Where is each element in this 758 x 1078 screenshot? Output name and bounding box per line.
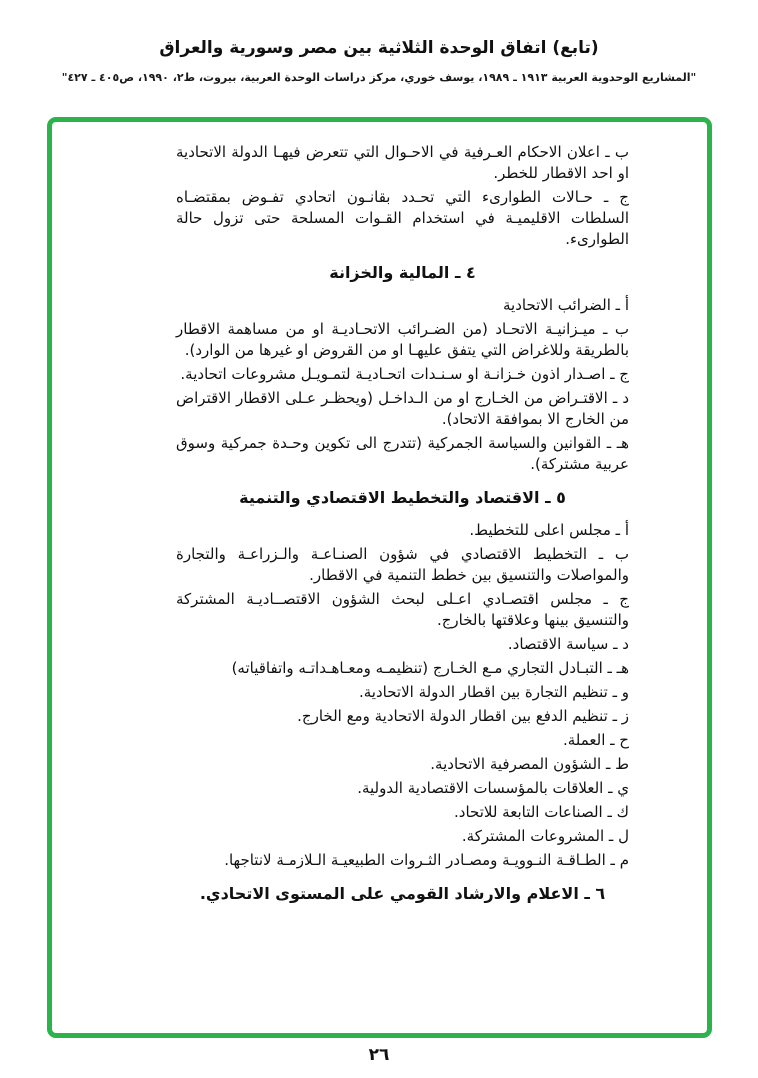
clause-paragraph: ب ـ اعلان الاحكام العـرفية في الاحـوال التي تتعرض فيهـا الدولة الاتحادية او احد الاقطار للخطر. xyxy=(176,143,629,182)
section-heading: ٥ ـ الاقتصاد والتخطيط الاقتصادي والتنمية xyxy=(239,488,566,507)
clause-paragraph: ل ـ المشروعات المشتركة. xyxy=(461,827,629,845)
clause-paragraph: ب ـ ميـزانيـة الاتحـاد (من الضـرائب الاتحـاديـة او من مساهمة الاقطار بالطريقة وللاغراض التي يتفق عليهـا او من القروض او غيرها من الوارد). xyxy=(176,320,629,359)
document-citation: "المشاريع الوحدوية العربية ١٩١٣ ـ ١٩٨٩، يوسف خوري، مركز دراسات الوحدة العربية، بيروت، ط٢، ١٩٩٠، ص٤٠٥ ـ ٤٢٧" xyxy=(61,71,697,84)
clause-paragraph: ب ـ التخطيط الاقتصادي في شؤون الصنـاعـة والـزراعـة والتجارة والمواصلات والتنسيق بين خطط التنمية في الاقطار. xyxy=(176,545,629,584)
clause-paragraph: ج ـ مجلس اقتصـادي اعـلى لبحث الشؤون الاقتصــاديـة المشتركة والتنسيق بينها وعلاقتها بالخارج. xyxy=(176,590,629,629)
clause-paragraph: هـ ـ القوانين والسياسة الجمركية (تتدرج الى تكوين وحـدة جمركية وسوق عربية مشتركة). xyxy=(176,434,629,473)
clause-paragraph: هـ ـ التبـادل التجاري مـع الخـارج (تنظيمـه ومعـاهـداتـه واتفاقياته) xyxy=(231,659,629,677)
clause-paragraph: د ـ الاقتـراض من الخـارج او من الـداخـل (ويحظـر عـلى الاقطار الاقتراض من الخارج الا بموافقة الاتحاد). xyxy=(176,389,629,428)
highlight-frame xyxy=(47,117,712,1038)
page-header xyxy=(0,38,758,84)
clause-paragraph: أ ـ مجلس اعلى للتخطيط. xyxy=(469,521,629,539)
clause-paragraph: ح ـ العملة. xyxy=(562,731,629,749)
page-number: ٢٦ xyxy=(368,1045,390,1065)
clause-paragraph: ج ـ حـالات الطوارىء التي تحـدد بقانـون اتحادي تفـوض بمقتضـاه السلطات الاقليميـة في استخدام القـوات المسلحة حتى تزول حالة الطوارىء. xyxy=(176,188,629,248)
clause-paragraph: م ـ الطـاقـة النـوويـة ومصـادر الثـروات الطبيعيـة الـلازمـة لانتاجها. xyxy=(224,851,629,869)
document-title: (تابع) اتفاق الوحدة الثلاثية بين مصر وسورية والعراق xyxy=(159,38,599,58)
clause-paragraph: ز ـ تنظيم الدفع بين اقطار الدولة الاتحادية ومع الخارج. xyxy=(297,707,629,725)
clause-paragraph: و ـ تنظيم التجارة بين اقطار الدولة الاتحادية. xyxy=(358,683,629,701)
section-heading: ٦ ـ الاعلام والارشاد القومي على المستوى الاتحادي. xyxy=(199,884,606,903)
text-column xyxy=(176,142,629,1025)
clause-paragraph: د ـ سياسة الاقتصاد. xyxy=(507,635,629,653)
clause-paragraph: ط ـ الشؤون المصرفية الاتحادية. xyxy=(430,755,629,773)
clause-paragraph: ك ـ الصناعات التابعة للاتحاد. xyxy=(454,803,629,821)
clause-paragraph: أ ـ الضرائب الاتحادية xyxy=(502,296,629,314)
section-heading: ٤ ـ المالية والخزانة xyxy=(329,263,476,282)
clause-paragraph: ج ـ اصـدار اذون خـزانـة او سـنـدات اتحـاديـة لتمـويـل مشروعات اتحادية. xyxy=(180,365,629,383)
clause-paragraph: ي ـ العلاقات بالمؤسسات الاقتصادية الدولية. xyxy=(357,779,629,797)
